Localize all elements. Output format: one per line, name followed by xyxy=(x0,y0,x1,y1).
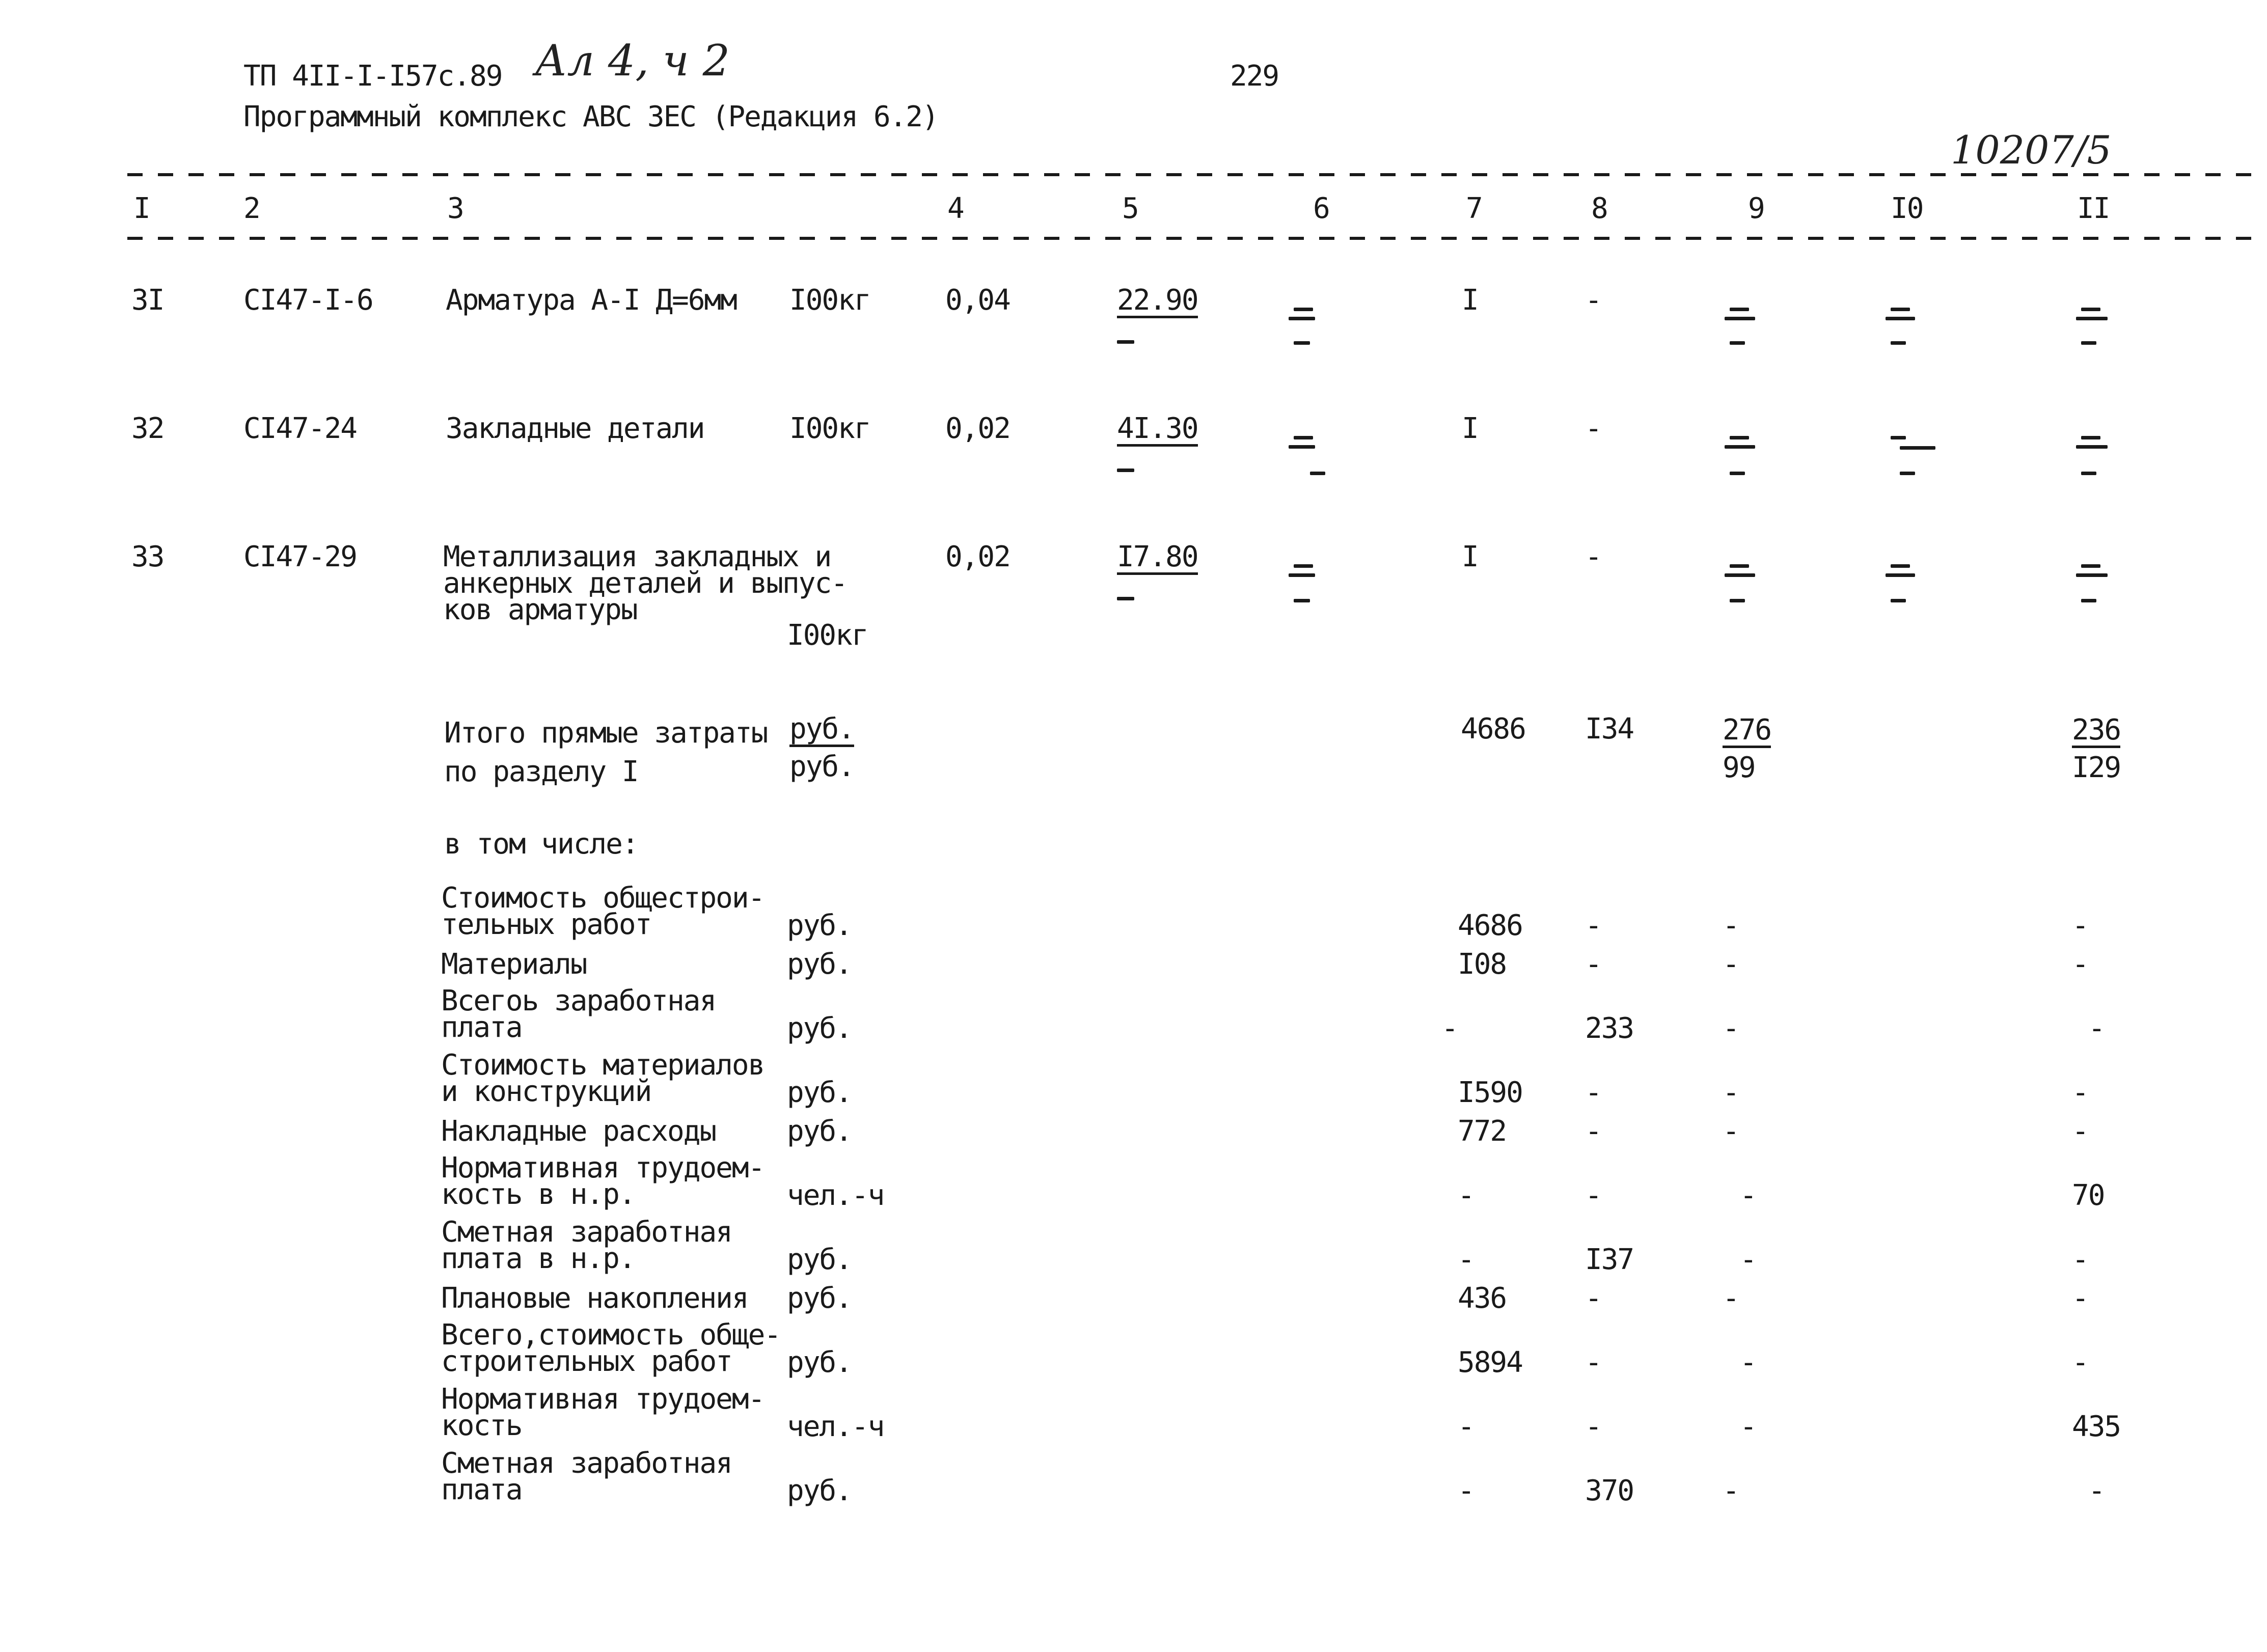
column-header-10: I0 xyxy=(1891,192,1923,225)
row-col7: I xyxy=(1462,284,1478,317)
breakdown-label: Всегоь заработная плата xyxy=(441,984,716,1044)
page-number: 229 xyxy=(1230,60,1279,93)
column-header-7: 7 xyxy=(1466,192,1482,225)
breakdown-label: Плановые накопления xyxy=(441,1282,748,1315)
row-quantity: 0,02 xyxy=(945,540,1010,573)
breakdown-label: Нормативная трудоем- кость xyxy=(441,1383,764,1442)
breakdown-unit: руб. xyxy=(787,1282,852,1315)
breakdown-col11: - xyxy=(2088,1012,2105,1045)
breakdown-col8: 370 xyxy=(1585,1474,1634,1507)
row-number: 33 xyxy=(131,540,164,573)
column-header-2: 2 xyxy=(243,192,260,225)
breakdown-label: Всего,стоимость обще- строительных работ xyxy=(441,1318,781,1378)
breakdown-col11: - xyxy=(2072,1282,2088,1315)
row-col8: - xyxy=(1585,540,1601,573)
breakdown-label: Стоимость материалов и конструкций xyxy=(441,1049,764,1108)
row-quantity: 0,02 xyxy=(945,412,1010,445)
breakdown-col8: - xyxy=(1585,948,1601,981)
breakdown-col11: - xyxy=(2072,909,2088,942)
breakdown-unit: руб. xyxy=(787,1243,852,1276)
document-code: ТП 4II-I-I57с.89 xyxy=(243,60,502,93)
totals-col11-bottom: I29 xyxy=(2072,751,2121,784)
breakdown-label: Сметная заработная плата в н.р. xyxy=(441,1216,732,1275)
row-unit: I00кг xyxy=(789,284,870,317)
breakdown-col7: - xyxy=(1441,1012,1458,1045)
row-name: Закладные детали xyxy=(446,412,704,445)
breakdown-col9: - xyxy=(1723,1282,1739,1315)
header-rule-bottom xyxy=(127,237,2251,240)
breakdown-col7: 772 xyxy=(1458,1115,1507,1148)
breakdown-unit: чел.-ч xyxy=(787,1179,884,1212)
breakdown-col11: - xyxy=(2072,1115,2088,1148)
breakdown-col11: 70 xyxy=(2072,1179,2105,1212)
breakdown-col7: 436 xyxy=(1458,1282,1507,1315)
column-header-5: 5 xyxy=(1122,192,1138,225)
breakdown-col9: - xyxy=(1740,1243,1756,1276)
breakdown-col9: - xyxy=(1723,948,1739,981)
row-col7: I xyxy=(1462,412,1478,445)
breakdown-label: Накладные расходы xyxy=(441,1115,716,1148)
row-number: 32 xyxy=(131,412,164,445)
column-header-11: II xyxy=(2077,192,2110,225)
column-header-3: 3 xyxy=(447,192,463,225)
breakdown-col9: - xyxy=(1723,1115,1739,1148)
breakdown-col7: - xyxy=(1458,1474,1474,1507)
breakdown-col8: - xyxy=(1585,1179,1601,1212)
header-rule-top xyxy=(127,173,2251,176)
column-header-8: 8 xyxy=(1591,192,1607,225)
program-title: Программный комплекс АВС ЗЕС (Редакция 6.2) xyxy=(243,100,938,133)
breakdown-col8: - xyxy=(1585,909,1601,942)
breakdown-col9: - xyxy=(1740,1179,1756,1212)
row-number: 3I xyxy=(131,284,164,317)
breakdown-unit: чел.-ч xyxy=(787,1410,884,1443)
breakdown-col9: - xyxy=(1723,909,1739,942)
breakdown-unit: руб. xyxy=(787,1474,852,1507)
breakdown-col11: - xyxy=(2072,1076,2088,1109)
handwritten-reference: Ал 4, ч 2 xyxy=(535,36,730,86)
totals-col11-top: 236 xyxy=(2072,715,2120,748)
totals-col9-top: 276 xyxy=(1723,715,1771,748)
breakdown-label: Нормативная трудоем- кость в н.р. xyxy=(441,1151,764,1211)
row-price: 4I.30 xyxy=(1117,414,1198,447)
row-col8: - xyxy=(1585,412,1601,445)
breakdown-unit: руб. xyxy=(787,1012,852,1045)
row-name: Металлизация закладных и анкерных деталей и выпус- ков арматуры xyxy=(443,540,847,626)
breakdown-label: Сметная заработная плата xyxy=(441,1447,732,1506)
totals-unit-2: руб. xyxy=(789,750,854,783)
breakdown-col8: I37 xyxy=(1585,1243,1634,1276)
column-header-1: I xyxy=(133,192,150,225)
breakdown-col7: - xyxy=(1458,1243,1474,1276)
breakdown-col9: - xyxy=(1740,1346,1756,1379)
breakdown-col7: 5894 xyxy=(1458,1346,1522,1379)
breakdown-col11: - xyxy=(2088,1474,2105,1507)
breakdown-col7: I590 xyxy=(1458,1076,1522,1109)
row-name: Арматура А-I Д=6мм xyxy=(446,284,736,317)
breakdown-col9: - xyxy=(1740,1410,1756,1443)
breakdown-label: Материалы xyxy=(441,948,587,981)
breakdown-col9: - xyxy=(1723,1076,1739,1109)
totals-label: Итого прямые затраты по разделу I xyxy=(444,717,768,788)
breakdown-col11: - xyxy=(2072,1346,2088,1379)
row-code: СI47-24 xyxy=(243,412,357,445)
breakdown-unit: руб. xyxy=(787,909,852,942)
row-price: 22.90 xyxy=(1117,285,1198,318)
handwritten-id: 10207/5 xyxy=(1951,127,2112,173)
row-col8: - xyxy=(1585,284,1601,317)
breakdown-col11: 435 xyxy=(2072,1410,2121,1443)
breakdown-unit: руб. xyxy=(787,1346,852,1379)
breakdown-col9: - xyxy=(1723,1474,1739,1507)
row-quantity: 0,04 xyxy=(945,284,1010,317)
breakdown-col8: 233 xyxy=(1585,1012,1634,1045)
breakdown-col11: - xyxy=(2072,1243,2088,1276)
row-unit: I00кг xyxy=(787,619,868,652)
breakdown-col8: - xyxy=(1585,1282,1601,1315)
breakdown-col8: - xyxy=(1585,1346,1601,1379)
including-label: в том числе: xyxy=(444,828,638,861)
totals-col8: I34 xyxy=(1585,712,1634,746)
row-unit: I00кг xyxy=(789,412,870,445)
breakdown-label: Стоимость общестрои- тельных работ xyxy=(441,882,764,941)
row-price: I7.80 xyxy=(1117,542,1198,575)
column-header-9: 9 xyxy=(1748,192,1764,225)
column-header-6: 6 xyxy=(1313,192,1329,225)
breakdown-col7: 4686 xyxy=(1458,909,1522,942)
totals-col9-bottom: 99 xyxy=(1723,751,1755,784)
row-code: СI47-I-6 xyxy=(243,284,373,317)
breakdown-unit: руб. xyxy=(787,948,852,981)
breakdown-col8: - xyxy=(1585,1115,1601,1148)
totals-unit-1: руб. xyxy=(789,714,854,747)
breakdown-col11: - xyxy=(2072,948,2088,981)
breakdown-col7: - xyxy=(1458,1410,1474,1443)
breakdown-col7: - xyxy=(1458,1179,1474,1212)
totals-col7: 4686 xyxy=(1461,712,1525,746)
breakdown-col8: - xyxy=(1585,1076,1601,1109)
breakdown-col9: - xyxy=(1723,1012,1739,1045)
breakdown-col7: I08 xyxy=(1458,948,1507,981)
breakdown-col8: - xyxy=(1585,1410,1601,1443)
breakdown-unit: руб. xyxy=(787,1115,852,1148)
row-code: СI47-29 xyxy=(243,540,357,573)
column-header-4: 4 xyxy=(947,192,964,225)
row-col7: I xyxy=(1462,540,1478,573)
breakdown-unit: руб. xyxy=(787,1076,852,1109)
